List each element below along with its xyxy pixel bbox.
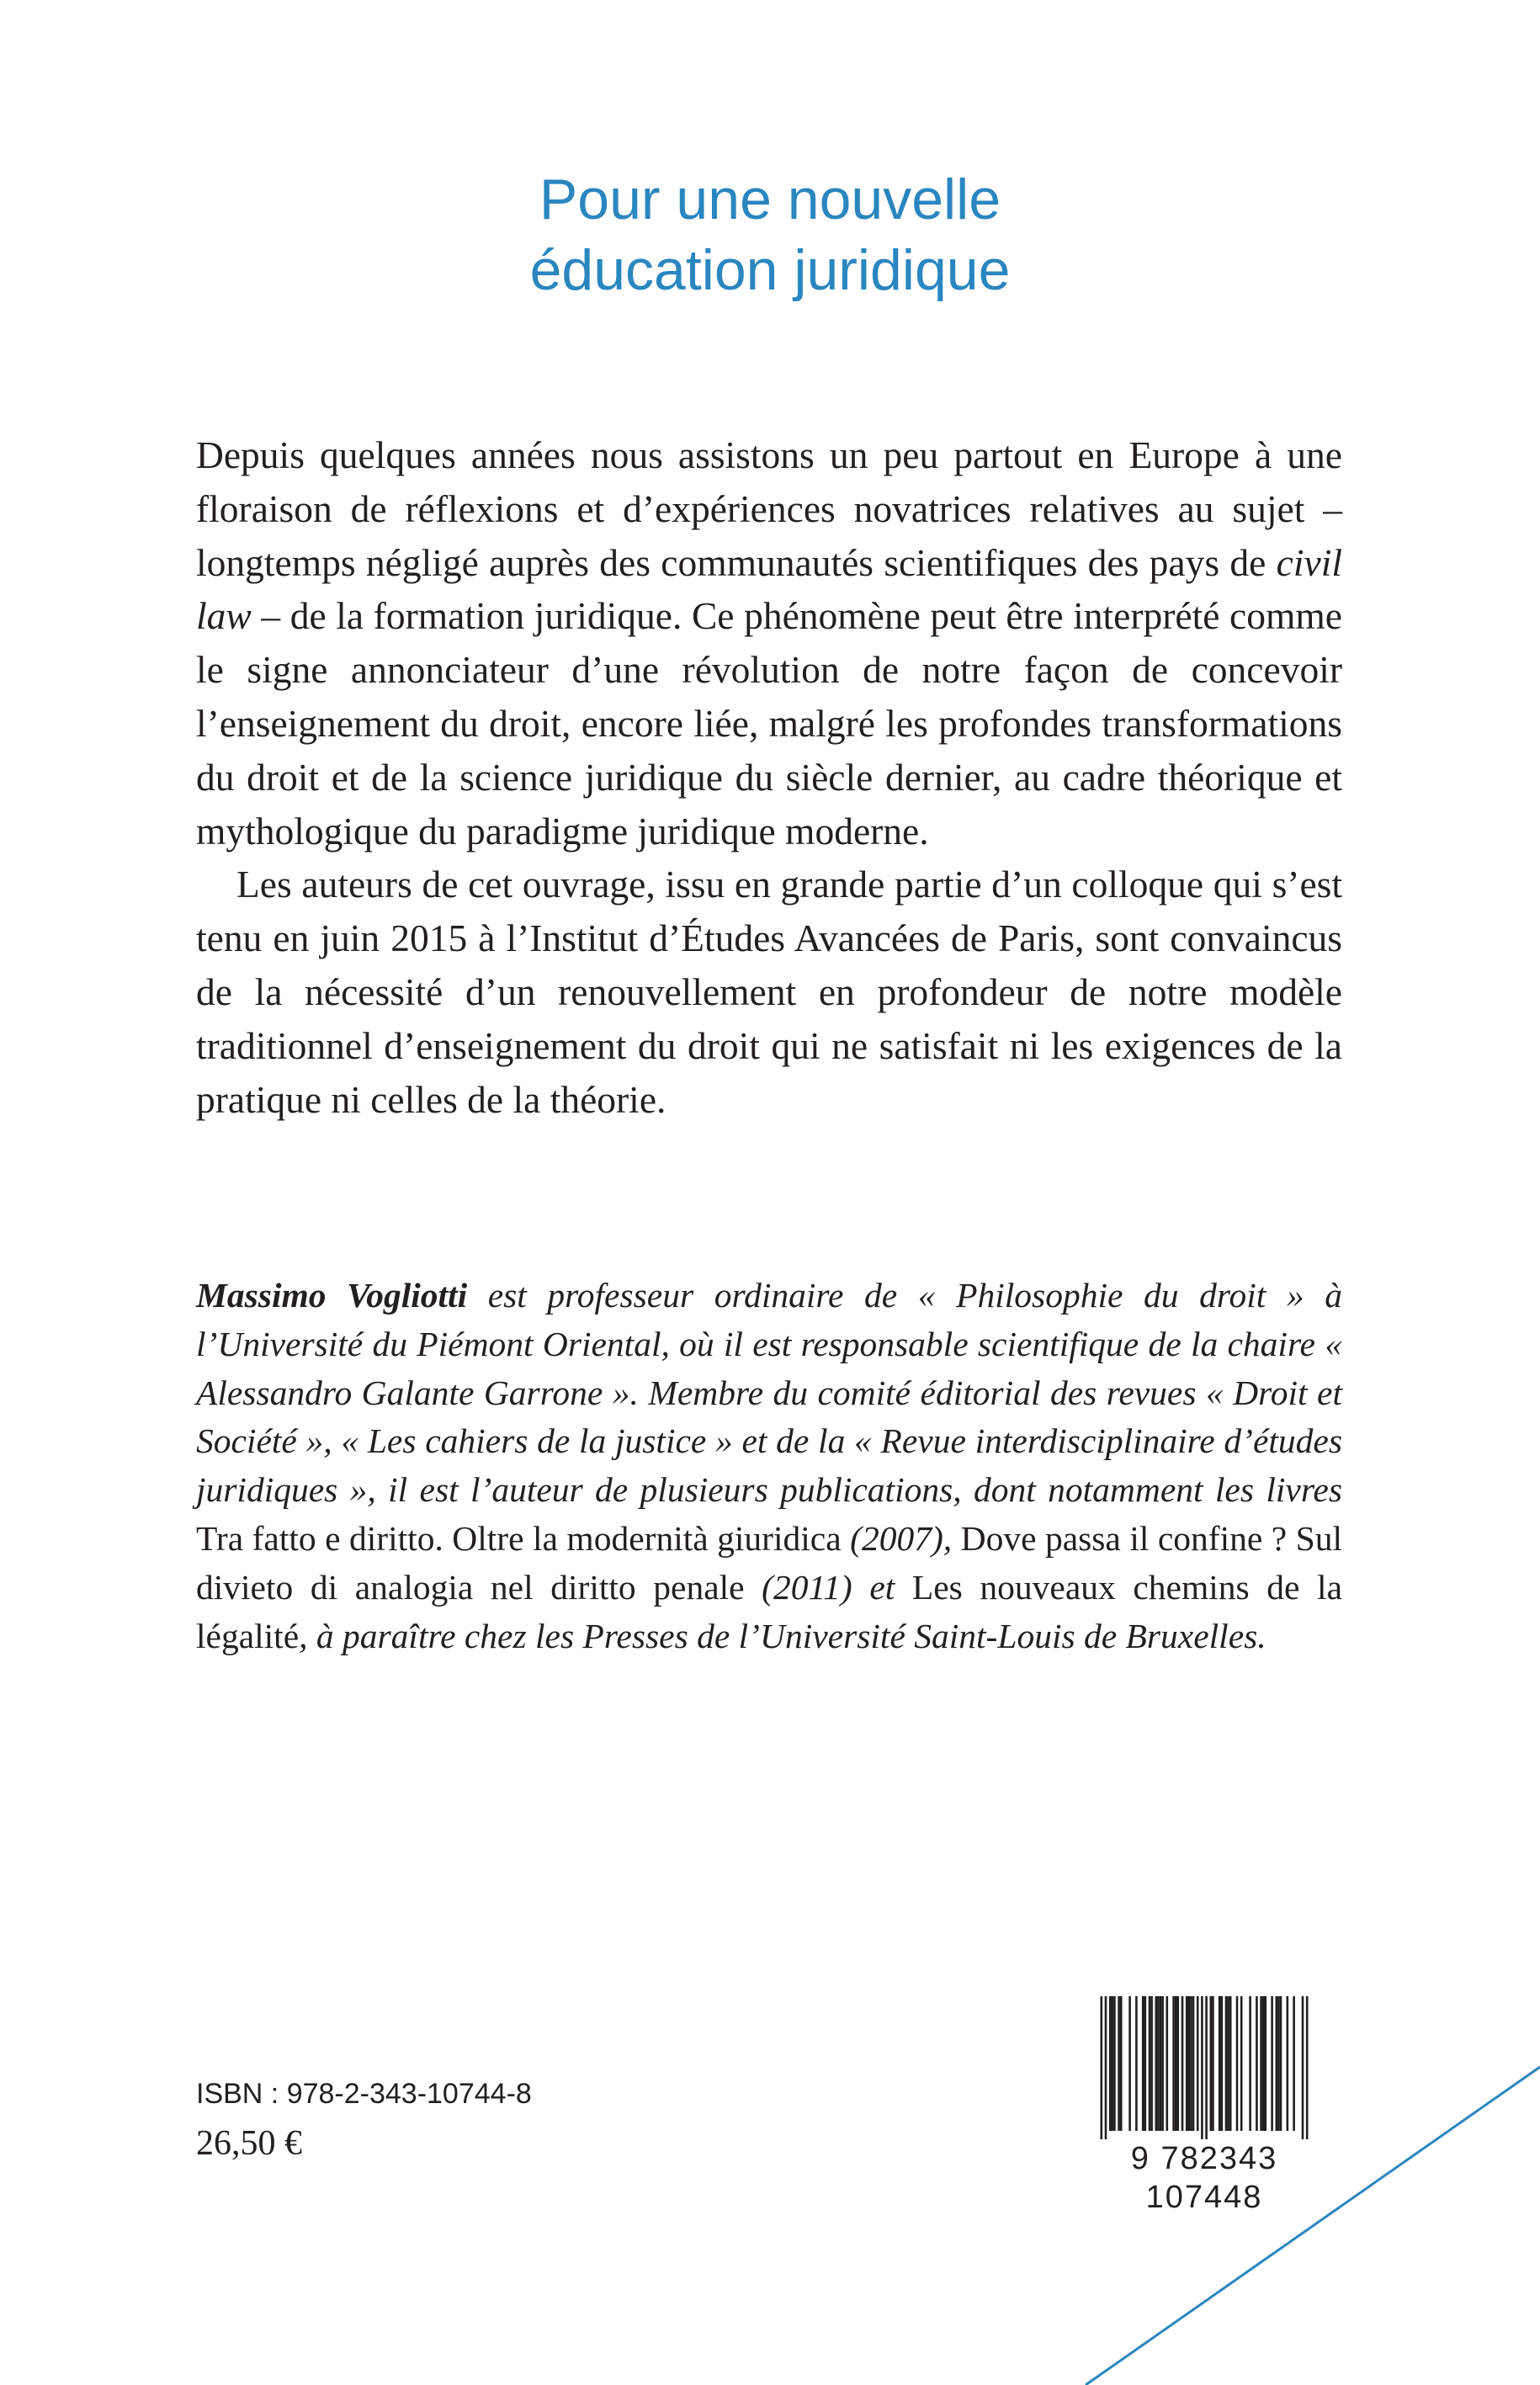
barcode-bar (1287, 1996, 1289, 2131)
barcode-bar (1161, 1996, 1164, 2131)
barcode-bar (1177, 1996, 1180, 2131)
book-title-2: Dove passa il confine ? Sul divieto di analogia nel diritto penale (196, 1518, 1343, 1607)
barcode-bar (1277, 1996, 1280, 2131)
barcode-bar (1201, 1996, 1203, 2139)
barcode-digits: 9 782343 107448 (1130, 2141, 1278, 2215)
barcode-bar (1101, 1996, 1103, 2139)
barcode-bar (1240, 1996, 1243, 2131)
book-title-line-2: éducation juridique (529, 238, 1011, 302)
bio-text: (2007), (841, 1518, 961, 1558)
barcode-bar (1221, 1996, 1224, 2131)
barcode-bar (1157, 1996, 1160, 2131)
summary-italic-term: civil law (196, 540, 1342, 638)
barcode-bar (1276, 1996, 1278, 2131)
barcode-bar (1105, 1996, 1107, 2139)
book-title-3: Les nouveaux chemins de la légalité (196, 1567, 1342, 1655)
barcode-bar (1172, 1996, 1175, 2131)
price-label: 26,50 € (196, 2124, 302, 2163)
barcode-bar (1302, 1996, 1304, 2139)
barcode-bar (1293, 1996, 1295, 2131)
barcode-bar (1260, 1996, 1262, 2131)
summary-text: Depuis quelques années nous assistons un peu partout en Europe à une floraison de réflexions et d’expériences novatrices relatives au sujet – longtemps négligé auprès des communautés scientifiques des pays de (196, 433, 1342, 584)
author-biography (196, 1272, 1342, 1660)
barcode-bar (1144, 1996, 1147, 2131)
barcode-bar (1182, 1996, 1184, 2131)
book-title (0, 164, 1540, 305)
barcode-bar (1190, 1996, 1192, 2131)
barcode-bar (1256, 1996, 1258, 2131)
barcode-bar (1113, 1996, 1116, 2131)
barcode-bar (1192, 1996, 1195, 2131)
barcode-bar (1150, 1996, 1153, 2131)
barcode-bars (1079, 1996, 1330, 2139)
barcode-bar (1280, 1996, 1282, 2131)
barcode-bar (1249, 1996, 1251, 2131)
summary-text: – de la formation juridique. Ce phénomène peut être interprété comme le signe annonciateur d’une révolution de notre façon de concevoir l’enseignement du droit, encore liée, malgré les profondes transformations du droit et de la science juridique du siècle dernier, au cadre théorique et mythologique du paradigme juridique moderne. (196, 594, 1342, 853)
barcode-bar (1265, 1996, 1267, 2131)
barcode-bar (1236, 1996, 1239, 2131)
barcode-bar (1128, 1996, 1131, 2131)
barcode-bar (1135, 1996, 1138, 2131)
barcode-bar (1160, 1996, 1162, 2131)
barcode-bar (1188, 1996, 1191, 2131)
author-name: Massimo Vogliotti (196, 1276, 468, 1315)
book-summary (196, 428, 1342, 1126)
barcode-bar (1175, 1996, 1177, 2131)
barcode-bar (1225, 1996, 1228, 2131)
barcode-bar (1262, 1996, 1265, 2131)
barcode-bar (1197, 1996, 1199, 2131)
barcode-bar (1118, 1996, 1120, 2131)
barcode-bar (1205, 1996, 1208, 2139)
barcode-bar (1186, 1996, 1188, 2131)
barcode-bar (1210, 1996, 1213, 2131)
barcode-bar (1112, 1996, 1114, 2131)
barcode-bar (1120, 1996, 1123, 2131)
barcode-bar (1229, 1996, 1232, 2131)
barcode-bar (1149, 1996, 1151, 2131)
barcode-bar (1142, 1996, 1144, 2131)
barcode-bar (1219, 1996, 1221, 2131)
isbn-label: ISBN : 978-2-343-10744-8 (196, 2078, 532, 2110)
barcode-bar (1212, 1996, 1214, 2131)
barcode (1079, 1996, 1330, 2215)
barcode-bar (1166, 1996, 1169, 2131)
bio-text: , à paraître chez les Presses de l’Université Saint-Louis de Bruxelles. (299, 1616, 1267, 1655)
bio-text: (2011) et (744, 1567, 912, 1607)
book-title-1: Tra fatto e diritto. Oltre la modernità giuridica (196, 1518, 842, 1558)
barcode-bar (1271, 1996, 1273, 2131)
summary-paragraph-1 (196, 428, 1342, 858)
barcode-bar (1306, 1996, 1309, 2139)
barcode-bar (1227, 1996, 1229, 2131)
barcode-bar (1155, 1996, 1158, 2131)
barcode-bar (1109, 1996, 1112, 2131)
summary-paragraph-2: Les auteurs de cet ouvrage, issu en grande partie d’un colloque qui s’est tenu en juin 2015 à l’Institut d’Études Avancées de Paris, sont convaincus de la nécessité d’un renouvellement en profondeur de notre modèle traditionnel d’enseignement du droit qui ne satisfait ni les exigences de la pratique ni celles de la théorie. (196, 863, 1342, 1121)
bio-text: est professeur ordinaire de « Philosophie du droit » à l’Université du Piémont Oriental, où il est responsable scientifique de la chaire « Alessandro Galante Garrone ». Membre du comité éditorial des revues « Droit et Société », « Les cahiers de la justice » et de la « Revue interdisciplinaire d’études juridiques », il est l’auteur de plusieurs publications, dont notamment les livres (196, 1276, 1342, 1510)
book-title-line-1: Pour une nouvelle (539, 167, 1001, 231)
